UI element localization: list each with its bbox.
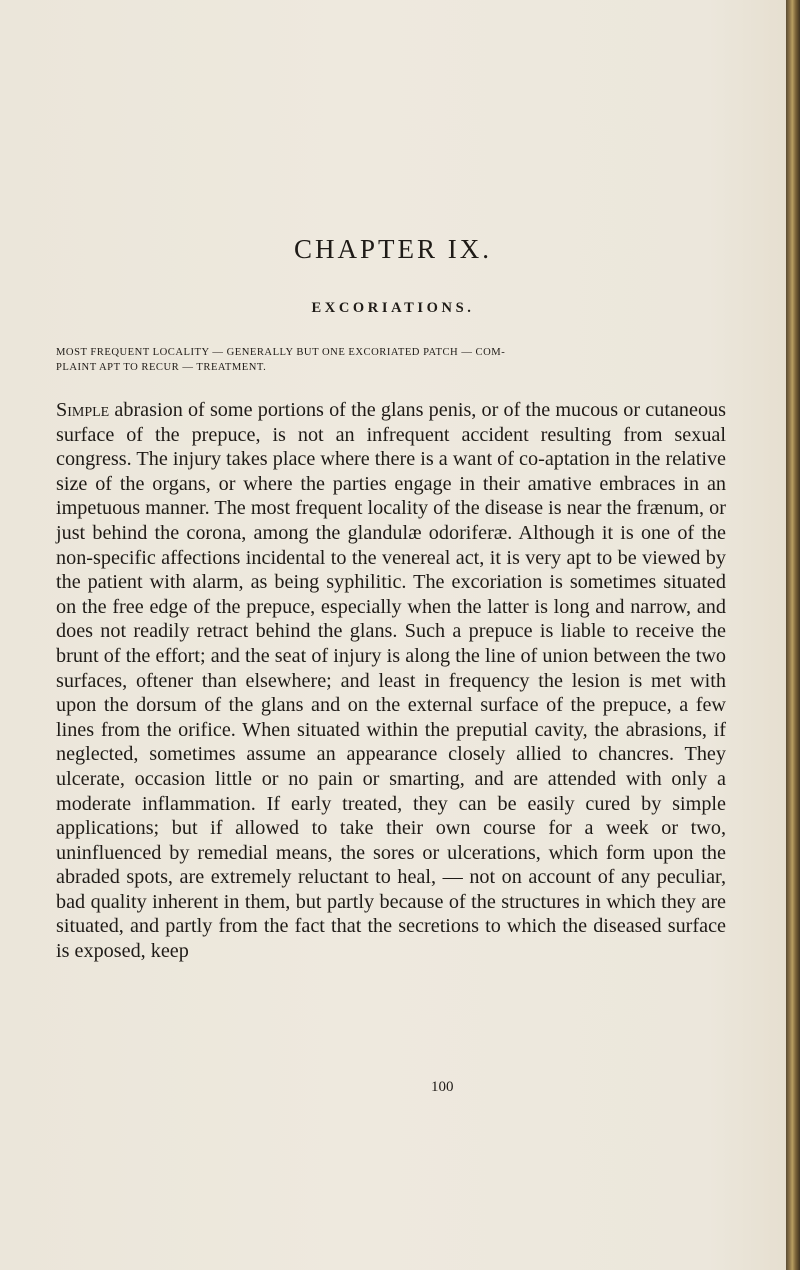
page-number: 100 [431,1079,454,1095]
body-paragraph [56,398,726,964]
chapter-summary [56,345,726,375]
section-title: EXCORIATIONS. [311,300,475,316]
summary-line-2: PLAINT APT TO RECUR — TREATMENT. [56,362,267,373]
book-edge [786,0,800,1270]
summary-line-1: MOST FREQUENT LOCALITY — GENERALLY BUT ONE EXCORIATED PATCH — COM- [56,347,506,358]
paragraph-text: abrasion of some portions of the glans penis, or of the mucous or cutaneous surface of the prepuce, is not an infrequent accident resulting from sexual congress. The injury takes place where there is a want of co-aptation in the relative size of the organs, or where the parties engage in their amative embraces in an impetuous manner. The most frequent locality of the disease is near the frænum, or just behind the corona, among the glandulæ odoriferæ. Although it is one of the non-specific affections incidental to the venereal act, it is very apt to be viewed by the patient with alarm, as being syphilitic. The excoriation is sometimes situated on the free edge of the prepuce, especially when the latter is long and narrow, and does not readily retract behind the glans. Such a prepuce is liable to receive the brunt of the effort; and the seat of injury is along the line of union between the two surfaces, oftener than elsewhere; and least in frequency the lesion is met with upon the dorsum of the glans and on the external surface of the prepuce, a few lines from the orifice. When situated within the preputial cavity, the abrasions, if neglected, sometimes assume an appearance closely allied to chancres. They ulcerate, occasion little or no pain or smarting, and are attended with only a moderate inflammation. If early treated, they can be easily cured by simple applications; but if allowed to take their own course for a week or two, uninfluenced by remedial means, the sores or ulcerations, which form upon the abraded spots, are extremely reluctant to heal, — not on account of any peculiar, bad quality inherent in them, but partly because of the structures in which they are situated, and partly from the fact that the secretions to which the diseased surface is exposed, keep [56,399,726,963]
paragraph-lead-word: Simple [56,399,110,421]
chapter-heading: CHAPTER IX. [293,234,492,264]
